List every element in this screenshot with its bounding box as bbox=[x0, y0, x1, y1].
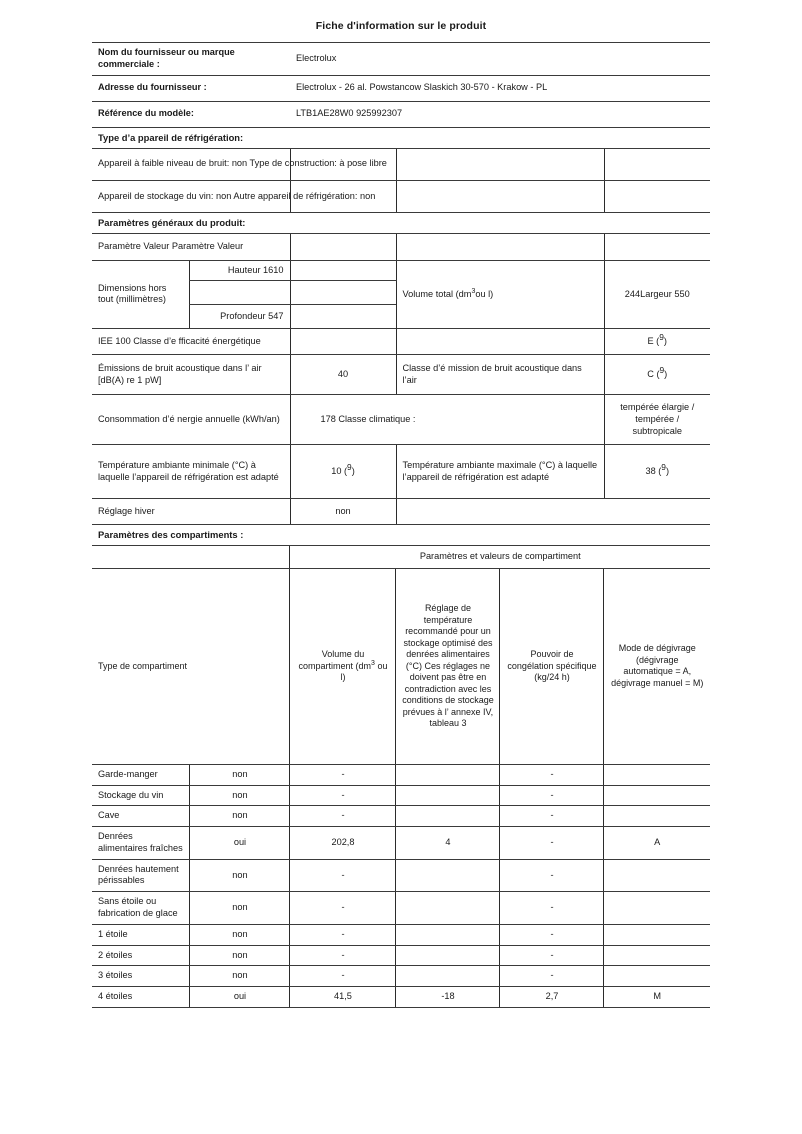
compartment-type: Sans étoile ou fabrication de glace bbox=[92, 892, 190, 925]
table-row bbox=[92, 945, 710, 966]
min-temp-tail: ) bbox=[351, 465, 355, 476]
compartment-defrost-mode bbox=[604, 764, 710, 785]
appliance-low-noise-text: Appareil à faible niveau de bruit: non Type de construction: à pose libre bbox=[92, 149, 290, 181]
col-volume-post: ou l) bbox=[340, 660, 388, 683]
compartment-present: non bbox=[190, 892, 290, 925]
compartment-temperature: -18 bbox=[396, 987, 500, 1008]
compartment-freezing-capacity: - bbox=[500, 892, 604, 925]
appliance-type-cell-4 bbox=[604, 149, 710, 181]
iee-cell-empty-1 bbox=[290, 329, 396, 355]
general-parameters-heading: Paramètres généraux du produit: bbox=[92, 213, 710, 234]
compartments-heading: Paramètres des compartiments : bbox=[92, 525, 710, 546]
general-header-cell-3 bbox=[290, 234, 396, 260]
dimensions-middle-value bbox=[190, 281, 290, 305]
compartment-freezing-capacity: - bbox=[500, 764, 604, 785]
total-volume-label-tail: ou l) bbox=[475, 288, 494, 299]
max-ambient-temp-value bbox=[604, 445, 710, 499]
compartments-group-spacer bbox=[92, 546, 290, 568]
table-row bbox=[92, 525, 710, 546]
min-temp-footnote-marker: 9 bbox=[347, 461, 352, 472]
compartment-freezing-capacity: - bbox=[500, 827, 604, 860]
iee-cell-empty-2 bbox=[396, 329, 604, 355]
supplier-table bbox=[92, 42, 710, 149]
total-volume-label-text: Volume total (dm bbox=[402, 288, 472, 299]
compartment-volume: 202,8 bbox=[290, 827, 396, 860]
compartment-type: 1 étoile bbox=[92, 924, 190, 945]
compartment-volume: - bbox=[290, 764, 396, 785]
table-row bbox=[92, 806, 710, 827]
compartment-present: non bbox=[190, 966, 290, 987]
winter-cell-empty-1 bbox=[396, 499, 604, 525]
noise-class-footnote-marker: 9 bbox=[659, 364, 665, 375]
compartment-volume: - bbox=[290, 924, 396, 945]
compartment-defrost-mode bbox=[604, 785, 710, 806]
compartment-volume: - bbox=[290, 806, 396, 827]
model-reference-value: LTB1AE28W0 925992307 bbox=[290, 101, 710, 127]
compartment-defrost-mode bbox=[604, 859, 710, 892]
appliance-type-heading: Type d’a ppareil de réfrigération: bbox=[92, 127, 710, 148]
dimensions-cell-empty-1 bbox=[290, 260, 396, 281]
winter-setting-value: non bbox=[290, 499, 396, 525]
total-volume-value: 244Largeur 550 bbox=[604, 260, 710, 329]
compartment-type: Denrées hautement périssables bbox=[92, 859, 190, 892]
climate-class-value: tempérée élargie / tempérée / subtropicale bbox=[604, 395, 710, 445]
compartment-volume: - bbox=[290, 966, 396, 987]
compartment-temperature: 4 bbox=[396, 827, 500, 860]
compartment-present: non bbox=[190, 785, 290, 806]
compartment-defrost-mode bbox=[604, 924, 710, 945]
min-temp-base: 10 ( bbox=[331, 465, 348, 476]
table-row bbox=[92, 445, 710, 499]
compartment-freezing-capacity: 2,7 bbox=[500, 987, 604, 1008]
table-row bbox=[92, 892, 710, 925]
appliance-type-cell-7 bbox=[396, 181, 604, 213]
compartment-type: 3 étoiles bbox=[92, 966, 190, 987]
table-row bbox=[92, 101, 710, 127]
compartment-freezing-capacity: - bbox=[500, 785, 604, 806]
noise-class-value-base: C ( bbox=[647, 368, 660, 379]
supplier-address-label: Adresse du fournisseur : bbox=[92, 75, 290, 101]
compartment-present: non bbox=[190, 859, 290, 892]
supplier-address-value: Electrolux - 26 al. Powstancow Slaskich 30-570 - Krakow - PL bbox=[290, 75, 710, 101]
general-header-cell-4 bbox=[396, 234, 604, 260]
table-row bbox=[92, 395, 710, 445]
max-temp-base: 38 ( bbox=[645, 465, 662, 476]
general-parameters-table bbox=[92, 234, 710, 546]
compartment-volume: - bbox=[290, 945, 396, 966]
winter-setting-label: Réglage hiver bbox=[92, 499, 290, 525]
compartment-type: Stockage du vin bbox=[92, 785, 190, 806]
noise-emissions-label: Émissions de bruit acoustique dans l’ air [dB(A) re 1 pW] bbox=[92, 355, 290, 395]
compartment-temperature bbox=[396, 859, 500, 892]
compartment-type: Cave bbox=[92, 806, 190, 827]
table-row bbox=[92, 785, 710, 806]
compartment-volume: - bbox=[290, 892, 396, 925]
table-row bbox=[92, 260, 710, 281]
annual-energy-label: Consommation d’é nergie annuelle (kWh/an) bbox=[92, 395, 290, 445]
dimensions-label: Dimensions hors tout (millimètres) bbox=[97, 282, 167, 305]
col-header-defrost-mode: Mode de dégivrage (dégivrage automatique = A, dégivrage manuel = M) bbox=[604, 568, 710, 764]
compartment-temperature bbox=[396, 806, 500, 827]
col-header-compartment-type: Type de compartiment bbox=[92, 568, 290, 764]
compartment-type: Denrées alimentaires fraîches bbox=[92, 827, 190, 860]
winter-cell-empty-2 bbox=[604, 499, 710, 525]
compartment-freezing-capacity: - bbox=[500, 806, 604, 827]
table-row bbox=[92, 966, 710, 987]
table-row bbox=[92, 127, 710, 148]
noise-class-value-tail: ) bbox=[664, 368, 668, 379]
compartment-present: non bbox=[190, 806, 290, 827]
volume-unit-superscript: 3 bbox=[471, 287, 476, 295]
table-row bbox=[92, 213, 710, 234]
energy-efficiency-class-value bbox=[604, 329, 710, 355]
compartments-group-header: Paramètres et valeurs de compartiment bbox=[290, 546, 710, 568]
col-volume-superscript: 3 bbox=[371, 659, 375, 667]
compartment-freezing-capacity: - bbox=[500, 859, 604, 892]
compartment-defrost-mode: A bbox=[604, 827, 710, 860]
appliance-type-cell-8 bbox=[604, 181, 710, 213]
compartment-freezing-capacity: - bbox=[500, 966, 604, 987]
compartment-defrost-mode bbox=[604, 806, 710, 827]
table-row bbox=[92, 181, 710, 213]
compartment-present: oui bbox=[190, 827, 290, 860]
compartment-temperature bbox=[396, 785, 500, 806]
compartment-defrost-mode bbox=[604, 892, 710, 925]
dimensions-cell-empty-2 bbox=[290, 281, 396, 305]
supplier-name-label: Nom du fournisseur ou marque commerciale : bbox=[92, 43, 290, 76]
table-row bbox=[92, 43, 710, 76]
noise-class-label: Classe d’é mission de bruit acoustique dans l’air bbox=[396, 355, 604, 395]
model-reference-label: Référence du modèle: bbox=[92, 101, 290, 127]
annual-energy-value: 178 Classe climatique : bbox=[290, 395, 604, 445]
compartment-temperature bbox=[396, 892, 500, 925]
supplier-name-value: Electrolux bbox=[290, 43, 710, 76]
compartment-temperature bbox=[396, 966, 500, 987]
appliance-type-table bbox=[92, 149, 710, 235]
appliance-wine-storage-text: Appareil de stockage du vin: non Autre appareil de réfrigération: non bbox=[92, 181, 290, 213]
table-row bbox=[92, 546, 710, 568]
compartment-volume: - bbox=[290, 785, 396, 806]
compartment-temperature bbox=[396, 924, 500, 945]
min-ambient-temp-label: Température ambiante minimale (°C) à laquelle l’appareil de réfrigération est adapté bbox=[92, 445, 290, 499]
col-header-compartment-volume bbox=[290, 568, 396, 764]
compartment-type: Garde-manger bbox=[92, 764, 190, 785]
iee-value-tail: ) bbox=[663, 335, 667, 346]
max-temp-footnote-marker: 9 bbox=[661, 461, 666, 472]
compartment-present: non bbox=[190, 924, 290, 945]
dimensions-height-value: Hauteur 1610 bbox=[190, 260, 290, 281]
compartment-defrost-mode: M bbox=[604, 987, 710, 1008]
iee-label: IEE 100 Classe d’e fficacité énergétique bbox=[92, 329, 290, 355]
compartments-table bbox=[92, 546, 710, 1007]
table-row bbox=[92, 75, 710, 101]
noise-class-value bbox=[604, 355, 710, 395]
noise-emissions-value: 40 bbox=[290, 355, 396, 395]
col-header-freezing-capacity: Pouvoir de congélation spécifique (kg/24 h) bbox=[500, 568, 604, 764]
table-row bbox=[92, 764, 710, 785]
compartment-volume: 41,5 bbox=[290, 987, 396, 1008]
compartment-present: oui bbox=[190, 987, 290, 1008]
table-row bbox=[92, 355, 710, 395]
col-volume-pre: Volume du compartiment (dm bbox=[298, 649, 372, 671]
dimensions-depth-value: Profondeur 547 bbox=[190, 305, 290, 329]
compartment-freezing-capacity: - bbox=[500, 945, 604, 966]
compartment-freezing-capacity: - bbox=[500, 924, 604, 945]
table-row bbox=[92, 234, 710, 260]
iee-footnote-marker: 9 bbox=[659, 331, 664, 342]
table-row bbox=[92, 987, 710, 1008]
compartment-present: non bbox=[190, 764, 290, 785]
compartment-temperature bbox=[396, 945, 500, 966]
table-row bbox=[92, 859, 710, 892]
iee-value-base: E ( bbox=[647, 335, 660, 346]
table-row bbox=[92, 924, 710, 945]
total-volume-label bbox=[396, 260, 604, 329]
table-row bbox=[92, 149, 710, 181]
compartment-type: 4 étoiles bbox=[92, 987, 190, 1008]
table-row bbox=[92, 329, 710, 355]
compartment-defrost-mode bbox=[604, 945, 710, 966]
table-row bbox=[92, 568, 710, 764]
compartment-defrost-mode bbox=[604, 966, 710, 987]
max-temp-tail: ) bbox=[665, 465, 670, 476]
max-ambient-temp-label: Température ambiante maximale (°C) à laquelle l’appareil de réfrigération est adapté bbox=[396, 445, 604, 499]
dimensions-cell-empty-3 bbox=[290, 305, 396, 329]
page-title: Fiche d'information sur le produit bbox=[315, 20, 487, 32]
compartment-present: non bbox=[190, 945, 290, 966]
compartment-volume: - bbox=[290, 859, 396, 892]
compartment-type: 2 étoiles bbox=[92, 945, 190, 966]
table-row bbox=[92, 827, 710, 860]
appliance-type-cell-3 bbox=[396, 149, 604, 181]
col-header-recommended-temperature: Réglage de température recommandé pour un stockage optimisé des denrées alimentaires (°C) Ces réglages ne doivent pas être en contradiction avec les conditions de stockage prévues à l’ annexe IV, tableau 3 bbox=[396, 568, 500, 764]
compartment-temperature bbox=[396, 764, 500, 785]
table-row bbox=[92, 499, 710, 525]
min-ambient-temp-value bbox=[290, 445, 396, 499]
general-header-cell-5 bbox=[604, 234, 710, 260]
parameter-value-header: Paramètre Valeur Paramètre Valeur bbox=[92, 234, 290, 260]
